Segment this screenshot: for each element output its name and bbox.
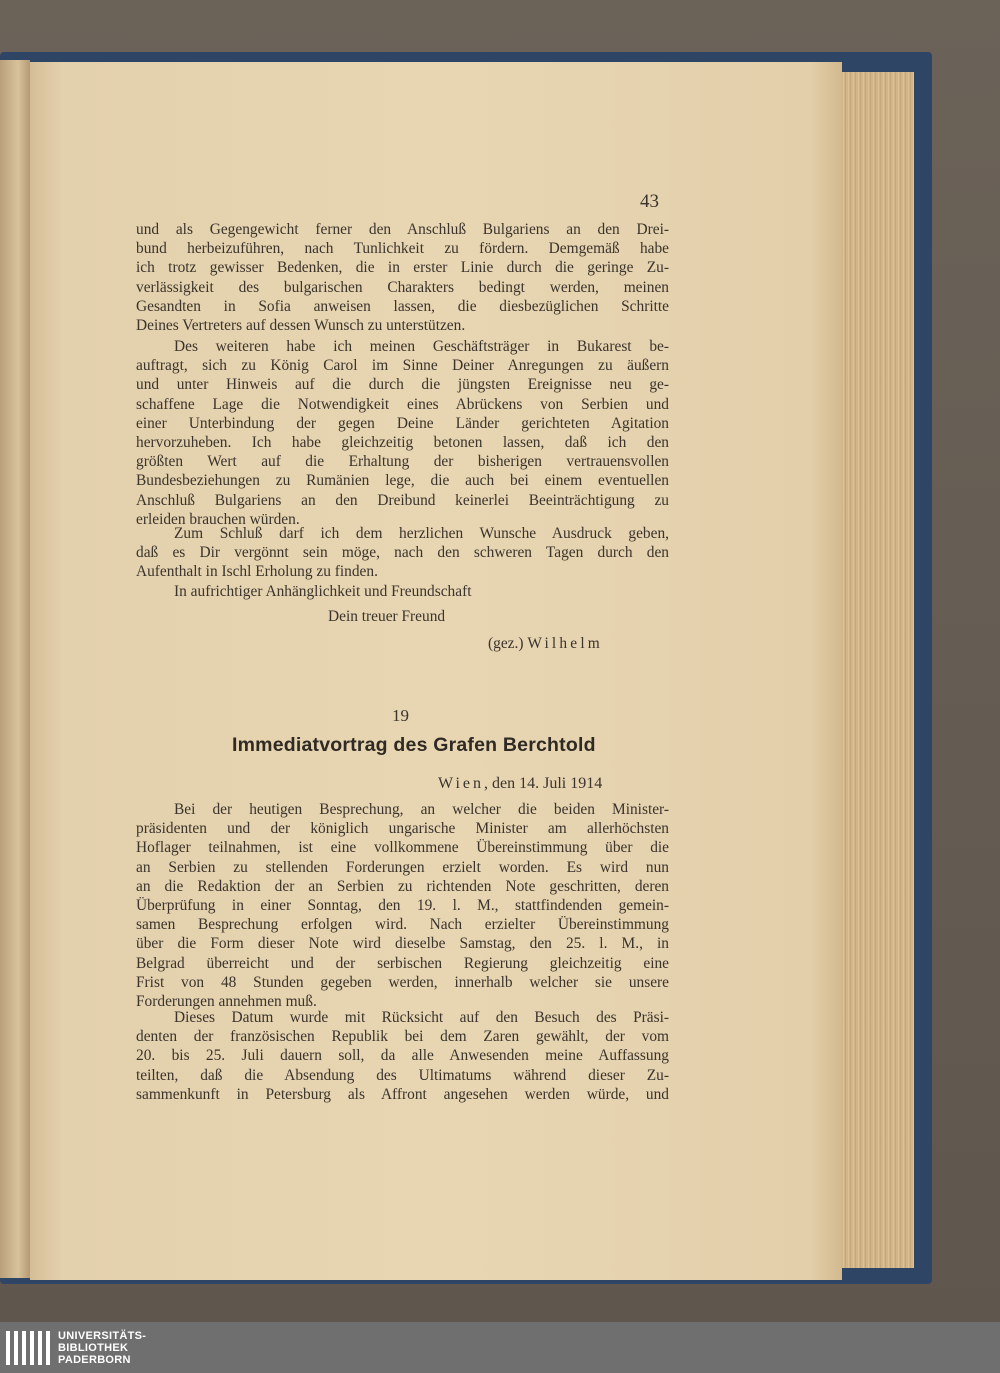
text-line: sammenkunft in Petersburg als Affront angesehen werden würde, und xyxy=(136,1085,669,1103)
paragraph-2 xyxy=(136,337,669,529)
text-line: über die Form dieser Note wird dieselbe Samstag, den 25. l. M., in xyxy=(136,935,669,953)
library-logo-text xyxy=(58,1330,146,1366)
text-line: größten Wert auf die Erhaltung der bisherigen vertrauensvollen xyxy=(136,453,669,471)
text-line: Hoflager teilnahmen, ist eine vollkommene Übereinstimmung über die xyxy=(136,839,669,857)
text-line: denten der französischen Republik bei dem Zaren gewählt, der vom xyxy=(136,1028,669,1046)
text-line: Belgrad überreicht und der serbischen Regierung gleichzeitig eine xyxy=(136,954,669,972)
text-line: samen Besprechung erfolgen wird. Nach erzielter Übereinstimmung xyxy=(136,916,669,934)
document-heading: Immediatvortrag des Grafen Berchtold xyxy=(232,734,596,756)
text-line: bund herbeizuführen, nach Tunlichkeit zu fördern. Demgemäß habe xyxy=(136,240,669,258)
text-line: Aufenthalt in Ischl Erholung zu finden. xyxy=(136,563,378,581)
text-line: Deines Vertreters auf dessen Wunsch zu unterstützen. xyxy=(136,317,466,335)
page-edges xyxy=(842,72,914,1268)
text-line: an Serbien zu stellenden Forderungen erzielt worden. Es wird nun xyxy=(136,858,669,876)
text-line: Bei der heutigen Besprechung, an welcher die beiden Minister- xyxy=(174,801,669,818)
closing-line: In aufrichtiger Anhänglichkeit und Freundschaft xyxy=(174,583,472,600)
text-line: Forderungen annehmen muß. xyxy=(136,993,317,1011)
text-line: präsidenten und der königlich ungarische Minister am allerhöchsten xyxy=(136,820,669,838)
text-line: an die Redaktion der an Serbien zu richtenden Note geschritten, deren xyxy=(136,877,669,895)
signature-name: Wilhelm xyxy=(527,635,603,652)
text-line: erleiden brauchen würden. xyxy=(136,510,300,528)
logo-line: PADERBORN xyxy=(58,1353,131,1366)
text-line: Bundesbeziehungen zu Rumänien lege, die auch bei einem eventuellen xyxy=(136,472,669,490)
text-line: Anschluß Bulgariens an den Dreibund keinerlei Beeinträchtigung zu xyxy=(136,491,669,509)
text-line: Des weiteren habe ich meinen Geschäftsträger in Bukarest be- xyxy=(174,338,669,355)
signoff-line: Dein treuer Freund xyxy=(328,608,446,625)
text-line: schaffene Lage die Notwendigkeit eines Abrückens von Serbien und xyxy=(136,395,669,413)
text-line: teilten, daß die Absendung des Ultimatums während dieser Zu- xyxy=(136,1066,669,1084)
logo-line: BIBLIOTHEK xyxy=(58,1341,129,1354)
text-line: einer Unterbindung der gegen Deine Länder gerichteten Agitation xyxy=(136,414,669,432)
paragraph-5 xyxy=(136,1008,669,1104)
left-page-edge xyxy=(0,60,30,1278)
text-line: und unter Hinweis auf die durch die jüngsten Ereignisse neu ge- xyxy=(136,376,669,394)
text-line: und als Gegengewicht ferner den Anschluß Bulgariens an den Drei- xyxy=(136,221,669,238)
text-line: daß es Dir vergönnt sein möge, nach den schweren Tagen durch den xyxy=(136,544,669,562)
library-footer xyxy=(0,1322,1000,1373)
text-line: 20. bis 25. Juli dauern soll, da alle Anwesenden meine Auffassung xyxy=(136,1047,669,1065)
text-line: Zum Schluß darf ich dem herzlichen Wunsche Ausdruck geben, xyxy=(174,525,669,542)
signature xyxy=(488,634,603,653)
text-line: Dieses Datum wurde mit Rücksicht auf den Besuch des Präsi- xyxy=(174,1009,669,1026)
library-logo-icon xyxy=(6,1331,50,1365)
paragraph-4 xyxy=(136,800,669,1011)
paragraph-1 xyxy=(136,220,669,335)
paragraph-3 xyxy=(136,524,669,582)
page-number: 43 xyxy=(640,191,659,212)
logo-line: UNIVERSITÄTS- xyxy=(58,1329,147,1342)
dateline-date: , den 14. Juli 1914 xyxy=(484,775,603,792)
signature-prefix: (gez.) xyxy=(488,635,524,652)
text-line: Frist von 48 Stunden gegeben werden, innerhalb welcher sie unsere xyxy=(136,973,669,991)
text-line: auftragt, sich zu König Carol im Sinne Deiner Anregungen zu äußern xyxy=(136,357,669,375)
dateline xyxy=(438,774,602,793)
document-number: 19 xyxy=(392,706,409,725)
text-line: Gesandten in Sofia anweisen lassen, die diesbezüglichen Schritte xyxy=(136,297,669,315)
text-line: verlässigkeit des bulgarischen Charakters bedingt werden, meinen xyxy=(136,278,669,296)
text-line: Überprüfung in einer Sonntag, den 19. l. M., stattfindenden gemein- xyxy=(136,897,669,915)
dateline-place: Wien xyxy=(438,775,485,792)
text-line: hervorzuheben. Ich habe gleichzeitig betonen lassen, daß ich den xyxy=(136,434,669,452)
text-line: ich trotz gewisser Bedenken, die in erster Linie durch die geringe Zu- xyxy=(136,259,669,277)
